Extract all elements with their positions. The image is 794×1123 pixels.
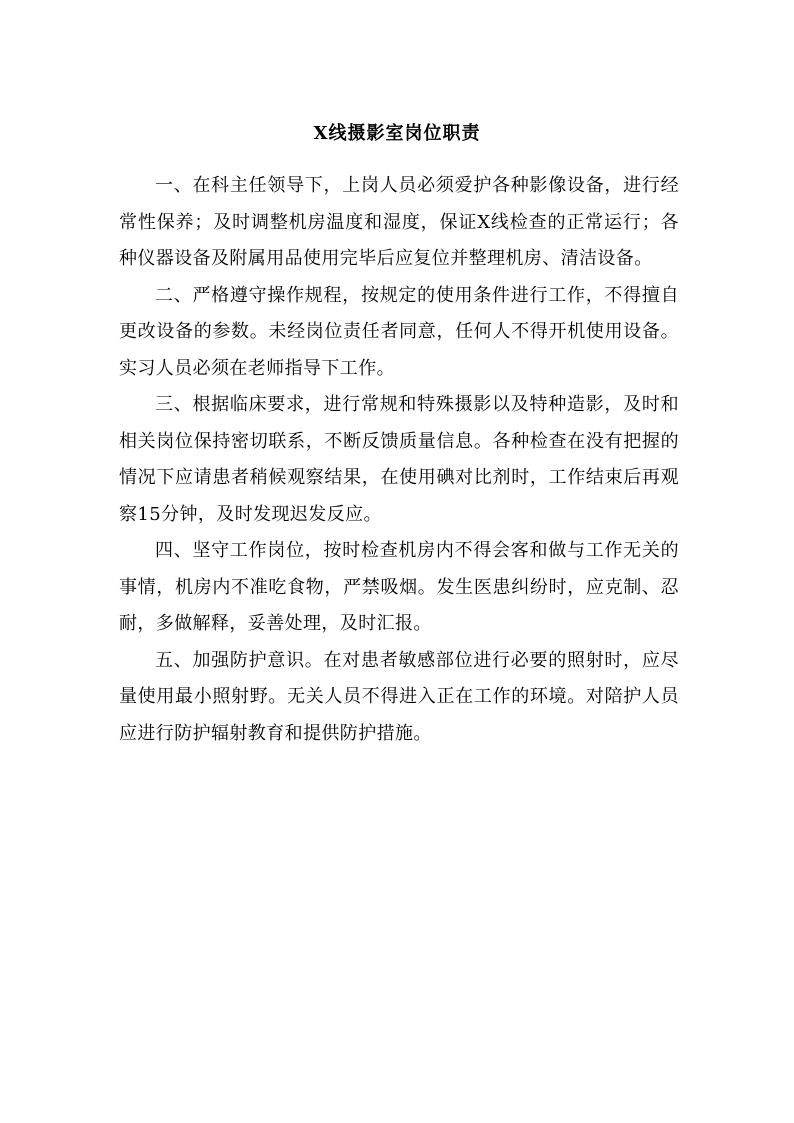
paragraph-2: 二、严格遵守操作规程，按规定的使用条件进行工作，不得擅自更改设备的参数。未经岗位责任者同意，任何人不得开机使用设备。实习人员必须在老师指导下工作。 (119, 284, 679, 379)
paragraph-3: 三、根据临床要求，进行常规和特殊摄影以及特种造影，及时和相关岗位保持密切联系，不断反馈质量信息。各种检查在没有把握的情况下应请患者稍候观察结果，在使用碘对比剂时，工作结束后再观察15分钟，及时发现迟发反应。 (119, 394, 679, 525)
paragraph-5: 五、加强防护意识。在对患者敏感部位进行必要的照射时，应尽量使用最小照射野。无关人员不得进入正在工作的环境。对陪护人员应进行防护辐射教育和提供防护措施。 (119, 649, 679, 744)
document-body (119, 168, 679, 752)
paragraph-4: 四、坚守工作岗位，按时检查机房内不得会客和做与工作无关的事情，机房内不准吃食物，严禁吸烟。发生医患纠纷时，应克制、忍耐，多做解释，妥善处理，及时汇报。 (119, 540, 679, 634)
paragraph-1: 一、在科主任领导下，上岗人员必须爱护各种影像设备，进行经常性保养；及时调整机房温度和湿度，保证X线检查的正常运行；各种仪器设备及附属用品使用完毕后应复位并整理机房、清洁设备。 (119, 175, 679, 269)
document-title: X线摄影室岗位职责 (313, 123, 481, 144)
